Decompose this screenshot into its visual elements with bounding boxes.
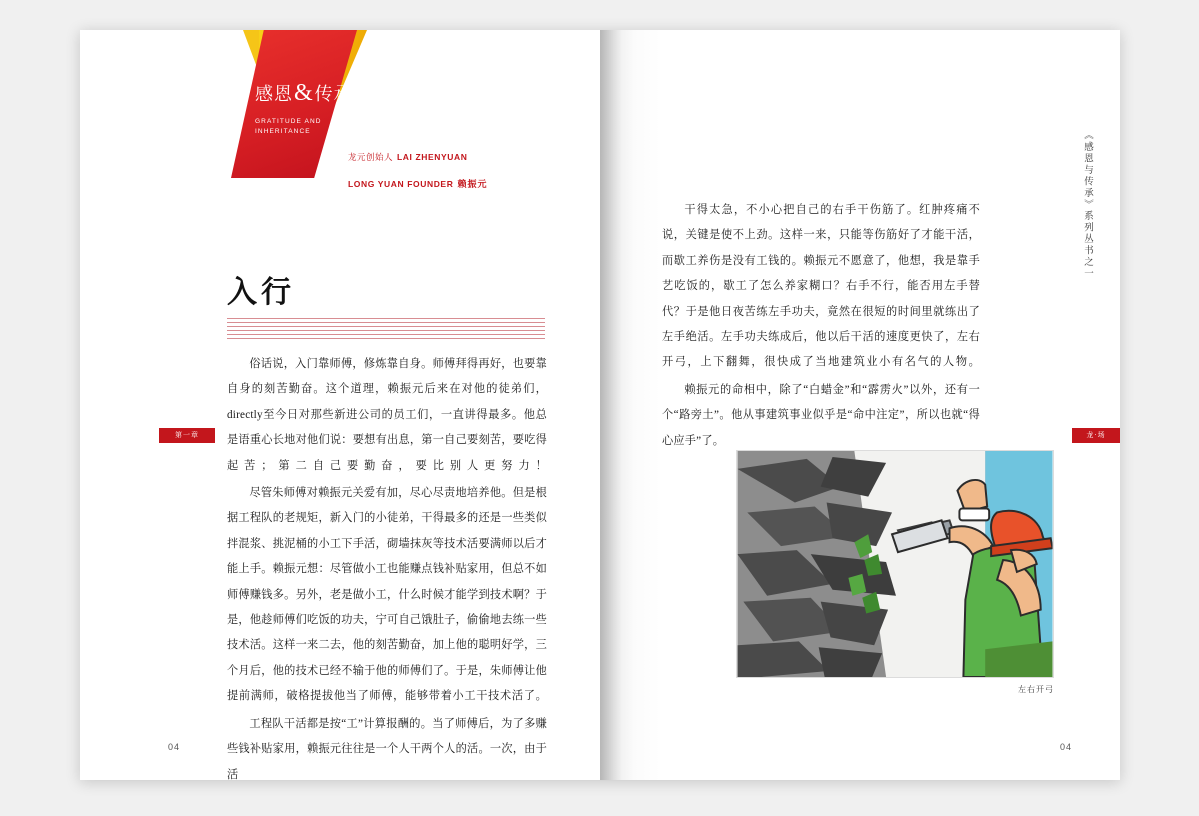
chapter-tab-right: 龙·场	[1072, 428, 1120, 443]
masthead-title-en-line1: GRATITUDE AND	[255, 118, 322, 126]
author-row-1	[348, 142, 487, 169]
decorative-rule-lines	[227, 318, 545, 340]
paragraph: 尽管朱师傅对赖振元关爱有加，尽心尽责地培养他。但是根据工程队的老规矩，新入门的小徒弟，干得最多的还是一些类似拌混浆、挑泥桶的小工下手活，砌墙抹灰等技术活要满师以后才能上手。赖振元想：尽管做小工也能赚点钱补贴家用，但总不如师傅赚钱多。另外，老是做小工，什么时候才能学到技术啊？于是，他趁师傅们吃饭的功夫，宁可自己饿肚子，偷偷地去练一些技术活。这样一来二去，他的刻苦勤奋，加上他的聪明好学，三个月后，他的技术已经不输于他的师傅们了。于是，朱师傅让他提前满师，破格提拔他当了师傅，能够带着小工干技术活了。	[227, 487, 547, 703]
series-side-title: 《感恩与传承》系列丛书之一	[1082, 130, 1092, 280]
masthead	[155, 30, 375, 185]
masthead-text	[255, 78, 353, 137]
masthead-title-en-line2: INHERITANCE	[255, 128, 311, 136]
author-role-cn: 龙元创始人	[348, 152, 394, 162]
masthead-title-en	[255, 117, 353, 137]
worker-plastering-wall-illustration	[736, 450, 1054, 678]
chapter-title: 入行	[227, 276, 295, 309]
paragraph: 俗话说，入门靠师傅，修炼靠自身。师傅拜得再好，也要靠自身的刻苦勤奋。这个道理，赖振元后来在对他的徒弟们，directly至今日对那些新进公司的员工们，一直讲得最多。他总是语重心长地对他们说：要想有出息，第一自己要刻苦，要吃得起苦；第二自己要勤奋，要比别人更努力！	[227, 358, 547, 472]
left-page	[80, 30, 600, 780]
masthead-title-cn-part2: 传承	[314, 84, 353, 104]
masthead-ampersand: &	[294, 80, 314, 106]
illustration-caption: 左右开弓	[1018, 685, 1054, 694]
paragraph: 工程队干活都是按“工”计算报酬的。当了师傅后，为了多赚些钱补贴家用，赖振元往往是一个人干两个人的活。一次，由于活	[227, 717, 547, 780]
author-name-en: LAI ZHENYUAN	[397, 152, 468, 162]
page-number-right: 04	[1059, 742, 1072, 752]
page-number-left: 04	[168, 742, 181, 752]
illustration-frame	[736, 450, 1054, 678]
chapter-tab-left: 第一章	[159, 428, 215, 443]
author-row-2	[348, 169, 487, 196]
masthead-author-block	[348, 142, 487, 196]
masthead-title-cn	[255, 78, 353, 109]
left-body-text	[227, 352, 547, 780]
paragraph: 赖振元的命相中，除了“白蜡金”和“霹雳火”以外，还有一个“路旁土”。他从事建筑事业似乎是“命中注定”，所以也就“得心应手”了。	[662, 383, 980, 447]
gutter-shadow	[600, 30, 622, 780]
masthead-title-cn-part1: 感恩	[255, 84, 293, 104]
paragraph: 干得太急，不小心把自己的右手干伤筋了。红肿疼痛不说，关键是使不上劲。这样一来，只能等伤筋好了才能干活，而歇工养伤是没有工钱的。赖振元不愿意了，他想，我是靠手艺吃饭的，歇工了怎么养家糊口？右手不行，能否用左手替代？于是他日夜苦练左手功夫，竟然在很短的时间里就练出了左手绝活。左手功夫练成后，他以后干活的速度更快了，左右开弓，上下翻舞，很快成了当地建筑业小有名气的人物。	[662, 204, 980, 369]
book-spread	[80, 30, 1120, 780]
right-page	[600, 30, 1120, 780]
author-role-en: LONG YUAN FOUNDER	[348, 179, 454, 190]
author-name-cn: 赖振元	[457, 179, 488, 190]
right-body-text	[662, 198, 980, 456]
